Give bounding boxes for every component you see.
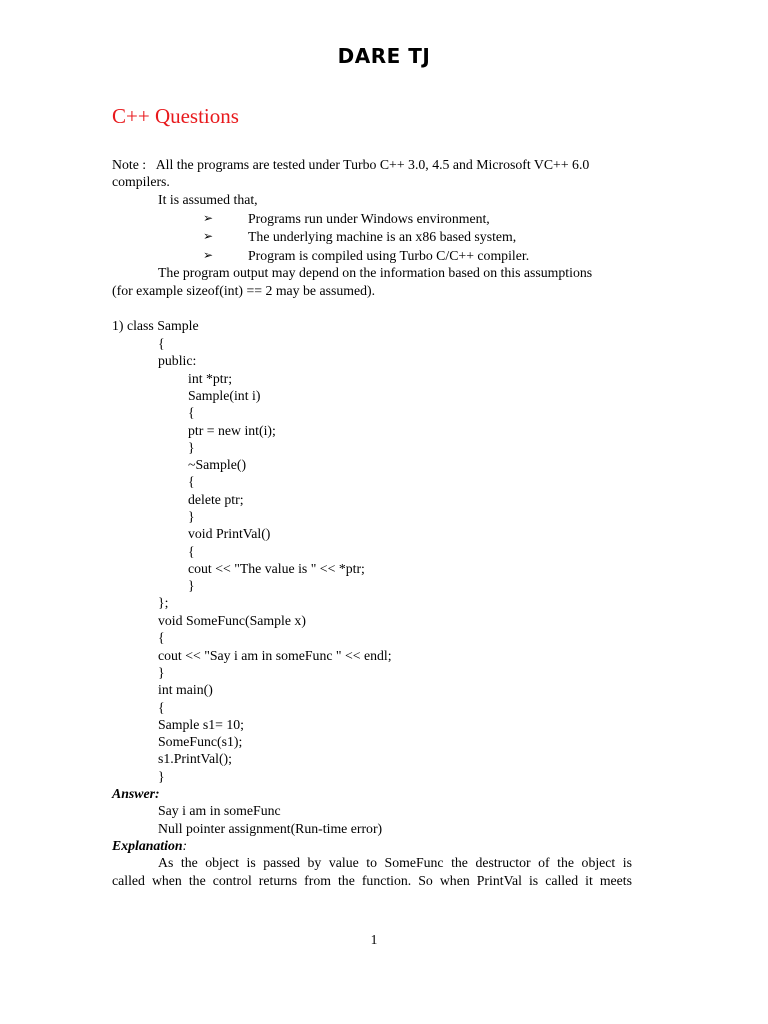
explanation-label: Explanation (112, 838, 183, 853)
arrow-bullet-icon: ➢ (203, 211, 214, 225)
code-line: } (158, 769, 165, 784)
code-line: int *ptr; (188, 371, 233, 386)
code-line: } (188, 578, 195, 593)
arrow-bullet-icon: ➢ (203, 229, 214, 243)
code-line: int main() (158, 682, 213, 697)
code-line: }; (158, 595, 169, 610)
code-line: { (158, 336, 165, 351)
code-line: cout << "The value is " << *ptr; (188, 561, 365, 576)
code-line: cout << "Say i am in someFunc " << endl; (158, 648, 392, 663)
section-title: C++ Questions (112, 104, 239, 128)
code-line: ptr = new int(i); (188, 423, 276, 438)
code-line: { (158, 630, 165, 645)
code-line: public: (158, 353, 197, 368)
code-line: ~Sample() (188, 457, 247, 472)
code-line: } (158, 665, 165, 680)
bullet-item: Program is compiled using Turbo C/C++ compiler. (248, 248, 530, 263)
bullet-item: Programs run under Windows environment, (248, 211, 490, 226)
explanation-heading (112, 837, 187, 854)
assumption-intro: It is assumed that, (158, 192, 258, 207)
output-note-line-1: The program output may depend on the information based on this assumptions (158, 265, 593, 280)
answer-line: Say i am in someFunc (158, 803, 281, 818)
code-line: void PrintVal() (188, 526, 271, 541)
code-line: void SomeFunc(Sample x) (158, 613, 306, 628)
answer-label: Answer: (112, 786, 160, 801)
output-note-line-2: (for example sizeof(int) == 2 may be assumed). (112, 283, 376, 298)
code-line: s1.PrintVal(); (158, 751, 232, 766)
code-line: { (158, 700, 165, 715)
explanation-line-1: As the object is passed by value to SomeFunc the destructor of the object is (158, 855, 632, 870)
arrow-bullet-icon: ➢ (203, 248, 214, 262)
code-line: { (188, 405, 195, 420)
code-line: Sample(int i) (188, 388, 261, 403)
answer-line: Null pointer assignment(Run-time error) (158, 821, 383, 836)
code-line: delete ptr; (188, 492, 244, 507)
note-line-2: compilers. (112, 174, 170, 189)
code-line: { (188, 544, 195, 559)
header-title: DARE TJ (337, 44, 431, 68)
note-line-1: Note : All the programs are tested under Turbo C++ 3.0, 4.5 and Microsoft VC++ 6.0 (112, 157, 590, 172)
code-line: } (188, 509, 195, 524)
code-line: Sample s1= 10; (158, 717, 244, 732)
code-line: } (188, 440, 195, 455)
code-line: 1) class Sample (112, 318, 199, 333)
code-line: SomeFunc(s1); (158, 734, 243, 749)
explanation-line-2: called when the control returns from the function. So when PrintVal is called it meets (112, 873, 632, 888)
explanation-colon: : (182, 838, 188, 853)
page-number: 1 (370, 932, 378, 947)
bullet-item: The underlying machine is an x86 based system, (248, 229, 517, 244)
code-line: { (188, 474, 195, 489)
